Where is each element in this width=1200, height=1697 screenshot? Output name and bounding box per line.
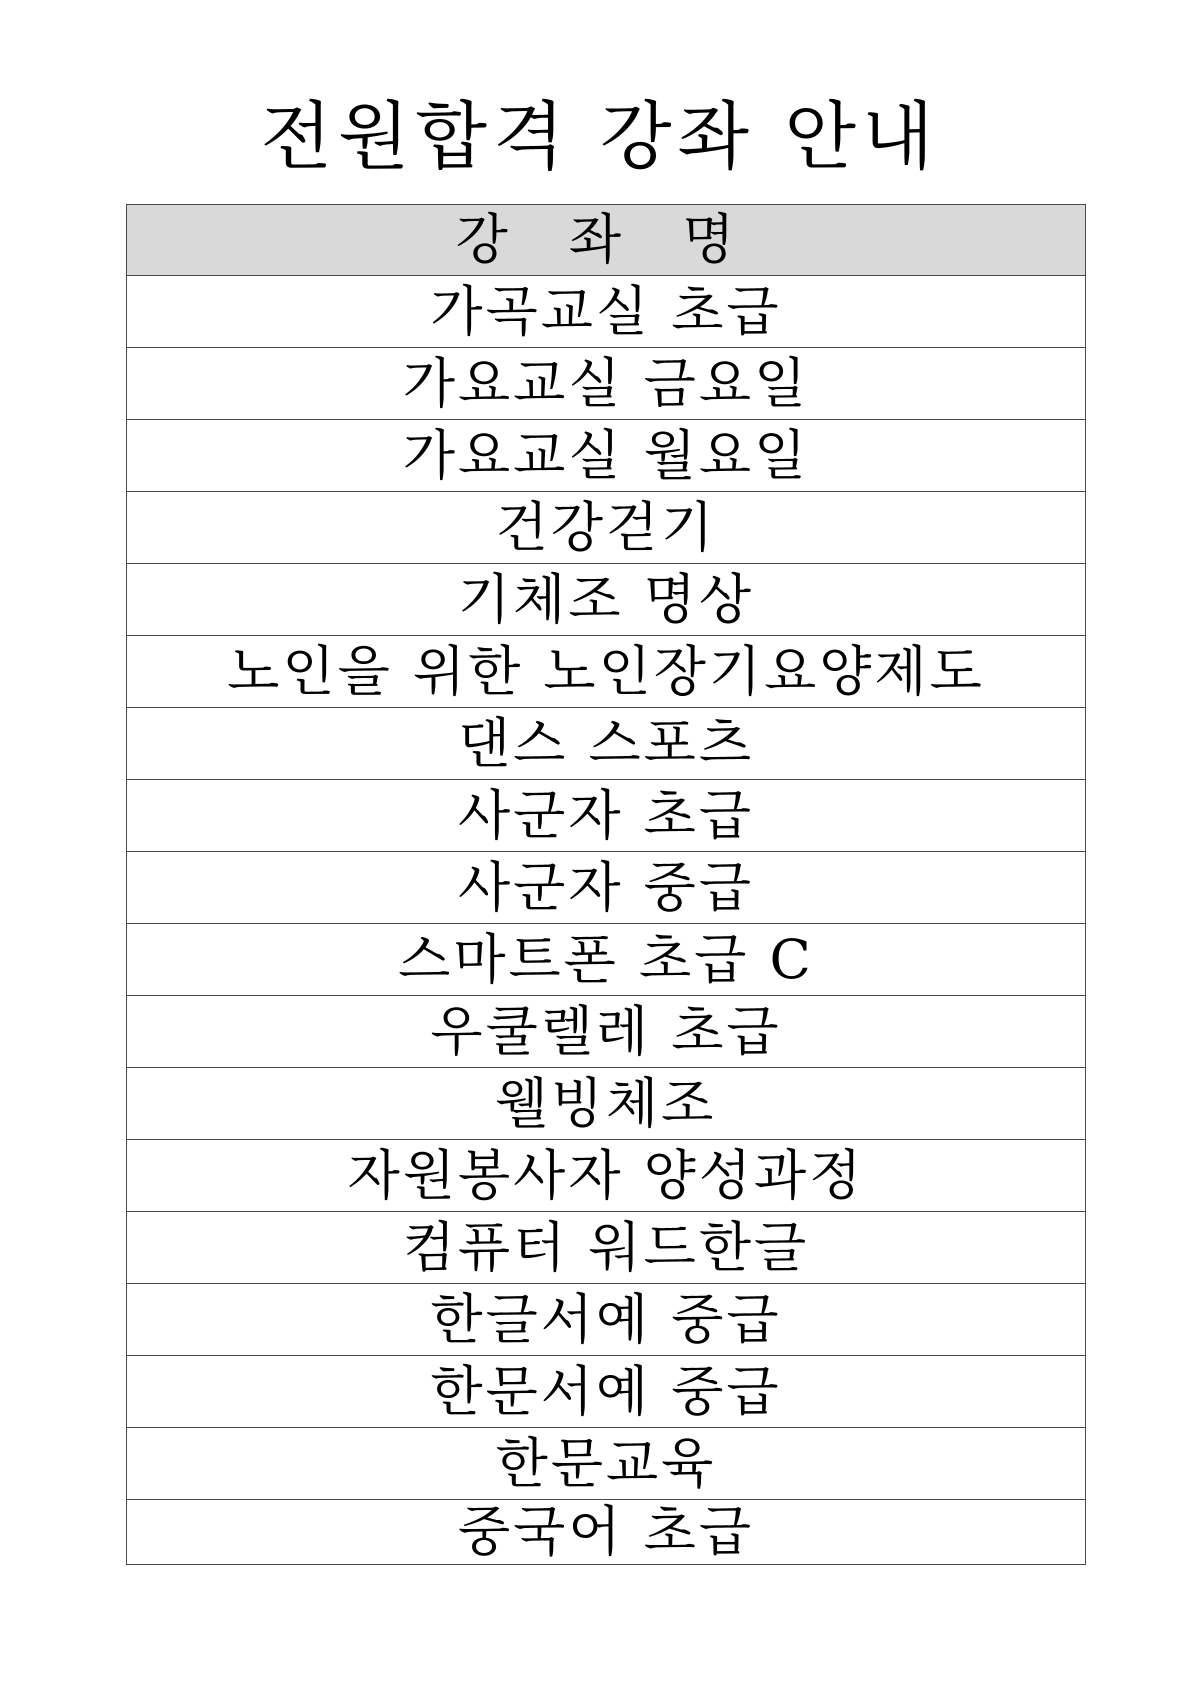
table-row xyxy=(127,1212,1086,1284)
course-name-cell: 가곡교실 초급 xyxy=(127,276,1086,348)
table-row xyxy=(127,708,1086,780)
table-row xyxy=(127,1500,1086,1565)
course-name-cell: 노인을 위한 노인장기요양제도 xyxy=(127,636,1086,708)
course-name-cell: 가요교실 월요일 xyxy=(127,420,1086,492)
table-row xyxy=(127,348,1086,420)
table-row xyxy=(127,1356,1086,1428)
course-name-cell: 중국어 초급 xyxy=(127,1500,1086,1565)
course-name-cell: 자원봉사자 양성과정 xyxy=(127,1140,1086,1212)
table-row xyxy=(127,996,1086,1068)
course-name-cell: 건강걷기 xyxy=(127,492,1086,564)
course-name-cell: 사군자 초급 xyxy=(127,780,1086,852)
course-name-cell: 스마트폰 초급 C xyxy=(127,924,1086,996)
table-row xyxy=(127,1284,1086,1356)
course-name-cell: 한문서예 중급 xyxy=(127,1356,1086,1428)
table-row xyxy=(127,636,1086,708)
course-name-cell: 가요교실 금요일 xyxy=(127,348,1086,420)
table-row xyxy=(127,1140,1086,1212)
table-row xyxy=(127,564,1086,636)
table-row xyxy=(127,1068,1086,1140)
table-row xyxy=(127,492,1086,564)
course-name-cell: 우쿨렐레 초급 xyxy=(127,996,1086,1068)
course-name-cell: 댄스 스포츠 xyxy=(127,708,1086,780)
page-title: 전원합격 강좌 안내 xyxy=(260,94,940,180)
table-row xyxy=(127,420,1086,492)
course-name-cell: 컴퓨터 워드한글 xyxy=(127,1212,1086,1284)
table-row xyxy=(127,276,1086,348)
table-row xyxy=(127,780,1086,852)
table-header-row xyxy=(127,205,1086,276)
table-row xyxy=(127,1428,1086,1500)
course-name-cell: 기체조 명상 xyxy=(127,564,1086,636)
course-name-cell: 사군자 중급 xyxy=(127,852,1086,924)
column-header-course-name: 강 좌 명 xyxy=(127,205,1086,276)
table-row xyxy=(127,852,1086,924)
table-row xyxy=(127,924,1086,996)
course-name-cell: 웰빙체조 xyxy=(127,1068,1086,1140)
course-name-cell: 한문교육 xyxy=(127,1428,1086,1500)
course-name-cell: 한글서예 중급 xyxy=(127,1284,1086,1356)
course-table xyxy=(126,204,1086,1565)
